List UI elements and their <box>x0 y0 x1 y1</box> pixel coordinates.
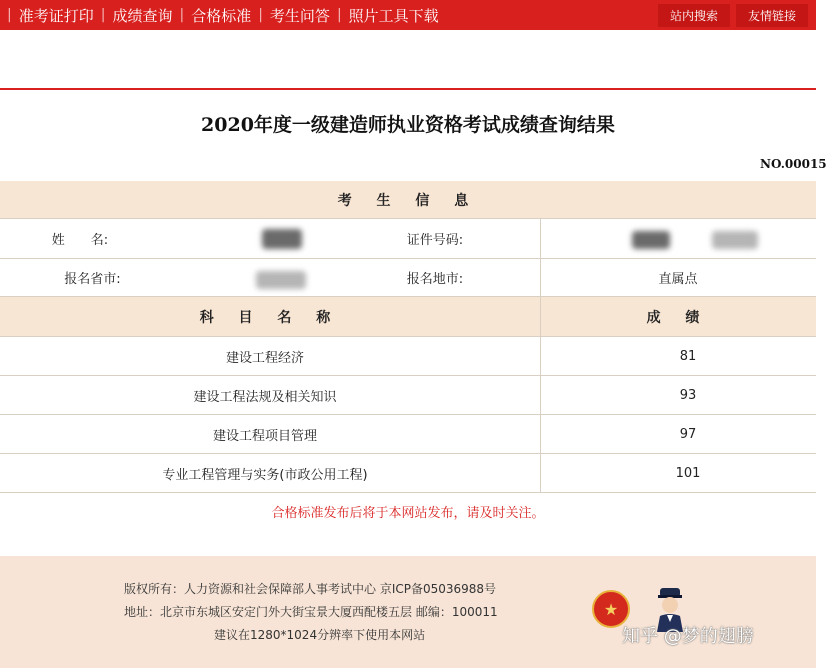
info-row-location <box>0 259 816 297</box>
notice-text: 合格标准发布后将于本网站发布，请及时关注。 <box>271 506 545 521</box>
footer-copyright: 版权所有：人力资源和社会保障部人事考试中心 京ICP备05036988号 <box>124 582 497 596</box>
info-section-title: 考 生 信 息 <box>337 192 479 209</box>
nav-link-photo-tool[interactable]: 照片工具下载 <box>348 6 439 25</box>
nav-link-admission-ticket[interactable]: 准考证打印 <box>18 6 94 25</box>
nav-link-score-query[interactable]: 成绩查询 <box>112 6 173 25</box>
score-row <box>0 337 816 376</box>
nav-link-faq[interactable]: 考生问答 <box>269 6 330 25</box>
subject-column-header: 科 目 名 称 <box>199 309 341 326</box>
name-label: 姓 名: <box>51 233 109 248</box>
watermark-text: 知乎 @梦的翅膀 <box>622 626 754 647</box>
subject-score: 93 <box>679 387 697 403</box>
footer-address: 地址：北京市东城区安定门外大街宝景大厦西配楼五层 邮编：100011 <box>124 605 498 619</box>
subject-name: 专业工程管理与实务(市政公用工程) <box>162 467 368 483</box>
score-row <box>0 454 816 493</box>
nav-separator: | <box>100 7 106 23</box>
redacted-province <box>256 271 306 289</box>
redacted-id-part2 <box>712 231 758 249</box>
info-row-name <box>0 219 816 259</box>
nav-separator: | <box>258 7 263 23</box>
column-divider <box>540 219 541 258</box>
subject-score: 97 <box>679 426 697 442</box>
friend-links-button[interactable]: 友情链接 <box>736 4 808 27</box>
city-label: 报名地市: <box>406 272 464 287</box>
document-number: NO.00015 <box>760 157 827 171</box>
province-label: 报名省市: <box>64 272 121 287</box>
score-row <box>0 376 816 415</box>
subject-name: 建设工程法规及相关知识 <box>193 389 337 405</box>
scores-header-row <box>0 297 816 337</box>
subject-score: 81 <box>679 348 697 364</box>
id-number-label: 证件号码: <box>406 233 464 248</box>
subject-name: 建设工程项目管理 <box>212 428 317 444</box>
redacted-name <box>262 229 302 249</box>
nav-separator: | <box>7 7 12 23</box>
nav-right <box>652 0 808 30</box>
nav-links <box>0 0 439 30</box>
emblem-icon: ★ <box>592 590 630 628</box>
top-nav-bar <box>0 0 816 30</box>
info-section-header <box>0 181 816 219</box>
city-value: 直属点 <box>658 272 698 287</box>
nav-link-pass-standard[interactable]: 合格标准 <box>191 6 252 25</box>
redacted-id-part1 <box>632 231 670 249</box>
header-divider <box>0 88 816 90</box>
subject-score: 101 <box>675 465 701 481</box>
subject-name: 建设工程经济 <box>225 350 304 366</box>
score-column-header: 成 绩 <box>646 309 710 326</box>
score-row <box>0 415 816 454</box>
footer-resolution-note: 建议在1280*1024分辨率下使用本网站 <box>214 628 426 642</box>
site-search-button[interactable]: 站内搜索 <box>658 4 730 27</box>
nav-separator: | <box>179 7 185 23</box>
nav-separator: | <box>336 7 342 23</box>
page-title: 2020年度一级建造师执业资格考试成绩查询结果 <box>201 114 615 136</box>
